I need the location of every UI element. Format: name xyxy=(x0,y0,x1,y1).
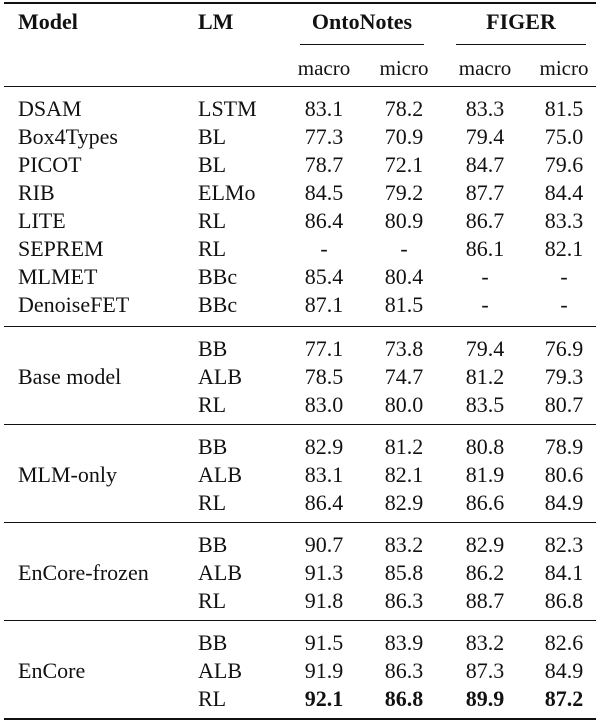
score-cell: 86.1 xyxy=(465,236,505,261)
score-cell: 72.1 xyxy=(384,152,424,177)
score-cell: 85.4 xyxy=(304,264,344,289)
score-cell: 84.1 xyxy=(544,560,584,585)
score-cell: 83.3 xyxy=(465,96,505,121)
score-cell: 70.9 xyxy=(384,124,424,149)
model-name: EnCore-frozen xyxy=(18,560,149,585)
score-cell: 78.2 xyxy=(384,96,424,121)
score-cell: - xyxy=(400,236,408,261)
lm-name: BB xyxy=(198,630,228,655)
score-cell: 82.1 xyxy=(384,462,424,487)
score-cell: 78.7 xyxy=(304,152,344,177)
score-cell: 83.2 xyxy=(384,532,424,557)
score-cell: 86.2 xyxy=(465,560,505,585)
lm-name: RL xyxy=(198,236,227,261)
lm-name: BB xyxy=(198,532,228,557)
model-name: DSAM xyxy=(18,96,82,121)
group-rule-3 xyxy=(4,522,596,523)
score-cell: 79.6 xyxy=(544,152,584,177)
header-figer: FIGER xyxy=(486,9,556,34)
score-cell: 78.5 xyxy=(304,364,344,389)
score-cell: 84.5 xyxy=(304,180,344,205)
model-name: RIB xyxy=(18,180,55,205)
score-cell: - xyxy=(560,292,568,317)
score-cell: - xyxy=(481,292,489,317)
lm-name: RL xyxy=(198,588,227,613)
score-cell: 91.5 xyxy=(304,630,344,655)
score-cell: 82.9 xyxy=(465,532,505,557)
score-cell: 82.9 xyxy=(304,434,344,459)
score-cell: 76.9 xyxy=(544,336,584,361)
header-ontonotes: OntoNotes xyxy=(311,9,413,34)
subheader-macro: macro xyxy=(458,56,512,80)
lm-name: BB xyxy=(198,434,228,459)
top-rule xyxy=(4,2,596,4)
score-cell: 80.7 xyxy=(544,392,584,417)
score-cell: 87.3 xyxy=(465,658,505,683)
header-model: Model xyxy=(18,9,78,34)
score-cell: - xyxy=(560,264,568,289)
score-cell: 85.8 xyxy=(384,560,424,585)
score-cell: 83.1 xyxy=(304,96,344,121)
lm-name: RL xyxy=(198,490,227,515)
subheader-macro: macro xyxy=(297,56,351,80)
score-cell: - xyxy=(481,264,489,289)
lm-name: BL xyxy=(198,152,227,177)
figer-underline xyxy=(456,44,586,45)
model-name: Box4Types xyxy=(18,124,118,149)
lm-name: ALB xyxy=(198,560,242,585)
score-cell: 91.9 xyxy=(304,658,344,683)
best-score-cell: 87.2 xyxy=(544,686,584,711)
score-cell: 86.4 xyxy=(304,490,344,515)
score-cell: 82.6 xyxy=(544,630,584,655)
score-cell: 87.7 xyxy=(465,180,505,205)
score-cell: 74.7 xyxy=(384,364,424,389)
score-cell: 84.9 xyxy=(544,490,584,515)
score-cell: 86.8 xyxy=(544,588,584,613)
group-rule-4 xyxy=(4,620,596,621)
score-cell: 77.3 xyxy=(304,124,344,149)
score-cell: 80.0 xyxy=(384,392,424,417)
subheader-micro: micro xyxy=(539,56,589,80)
lm-name: ALB xyxy=(198,462,242,487)
model-name: DenoiseFET xyxy=(18,292,130,317)
lm-name: BBc xyxy=(198,264,238,289)
score-cell: 86.3 xyxy=(384,588,424,613)
score-cell: 86.7 xyxy=(465,208,505,233)
model-name: Base model xyxy=(18,364,122,389)
score-cell: 83.1 xyxy=(304,462,344,487)
model-name: PICOT xyxy=(18,152,82,177)
score-cell: 83.5 xyxy=(465,392,505,417)
best-score-cell: 92.1 xyxy=(304,686,344,711)
score-cell: 84.7 xyxy=(465,152,505,177)
score-cell: 77.1 xyxy=(304,336,344,361)
lm-name: RL xyxy=(198,686,227,711)
score-cell: 84.9 xyxy=(544,658,584,683)
model-name: LITE xyxy=(18,208,66,233)
score-cell: 91.3 xyxy=(304,560,344,585)
score-cell: 79.4 xyxy=(465,336,505,361)
lm-name: RL xyxy=(198,392,227,417)
score-cell: 83.0 xyxy=(304,392,344,417)
score-cell: 81.5 xyxy=(544,96,584,121)
score-cell: 75.0 xyxy=(544,124,584,149)
score-cell: 79.2 xyxy=(384,180,424,205)
lm-name: LSTM xyxy=(198,96,257,121)
score-cell: 90.7 xyxy=(304,532,344,557)
lm-name: ALB xyxy=(198,658,242,683)
score-cell: 79.4 xyxy=(465,124,505,149)
lm-name: RL xyxy=(198,208,227,233)
score-cell: 81.2 xyxy=(384,434,424,459)
score-cell: 86.6 xyxy=(465,490,505,515)
bottom-rule xyxy=(4,718,596,720)
score-cell: 86.3 xyxy=(384,658,424,683)
group-rule-1 xyxy=(4,326,596,327)
best-score-cell: 89.9 xyxy=(465,686,505,711)
score-cell: 91.8 xyxy=(304,588,344,613)
score-cell: 78.9 xyxy=(544,434,584,459)
header-rule xyxy=(4,86,596,87)
model-name: MLM-only xyxy=(18,462,117,487)
score-cell: 80.9 xyxy=(384,208,424,233)
score-cell: 87.1 xyxy=(304,292,344,317)
score-cell: 88.7 xyxy=(465,588,505,613)
score-cell: 81.9 xyxy=(465,462,505,487)
score-cell: 80.4 xyxy=(384,264,424,289)
subheader-micro: micro xyxy=(379,56,429,80)
lm-name: BBc xyxy=(198,292,238,317)
lm-name: ALB xyxy=(198,364,242,389)
score-cell: 83.2 xyxy=(465,630,505,655)
score-cell: 82.1 xyxy=(544,236,584,261)
score-cell: 79.3 xyxy=(544,364,584,389)
score-cell: 83.9 xyxy=(384,630,424,655)
lm-name: ELMo xyxy=(198,180,256,205)
model-name: SEPREM xyxy=(18,236,104,261)
model-name: EnCore xyxy=(18,658,86,683)
model-name: MLMET xyxy=(18,264,98,289)
score-cell: 83.3 xyxy=(544,208,584,233)
lm-name: BB xyxy=(198,336,228,361)
score-cell: 81.2 xyxy=(465,364,505,389)
ontonotes-underline xyxy=(300,44,424,45)
score-cell: 82.3 xyxy=(544,532,584,557)
score-cell: 86.4 xyxy=(304,208,344,233)
lm-name: BL xyxy=(198,124,227,149)
score-cell: 80.6 xyxy=(544,462,584,487)
score-cell: 81.5 xyxy=(384,292,424,317)
score-cell: 84.4 xyxy=(544,180,584,205)
score-cell: 73.8 xyxy=(384,336,424,361)
score-cell: 80.8 xyxy=(465,434,505,459)
score-cell: - xyxy=(320,236,328,261)
group-rule-2 xyxy=(4,424,596,425)
score-cell: 82.9 xyxy=(384,490,424,515)
header-lm: LM xyxy=(198,9,234,34)
best-score-cell: 86.8 xyxy=(384,686,424,711)
